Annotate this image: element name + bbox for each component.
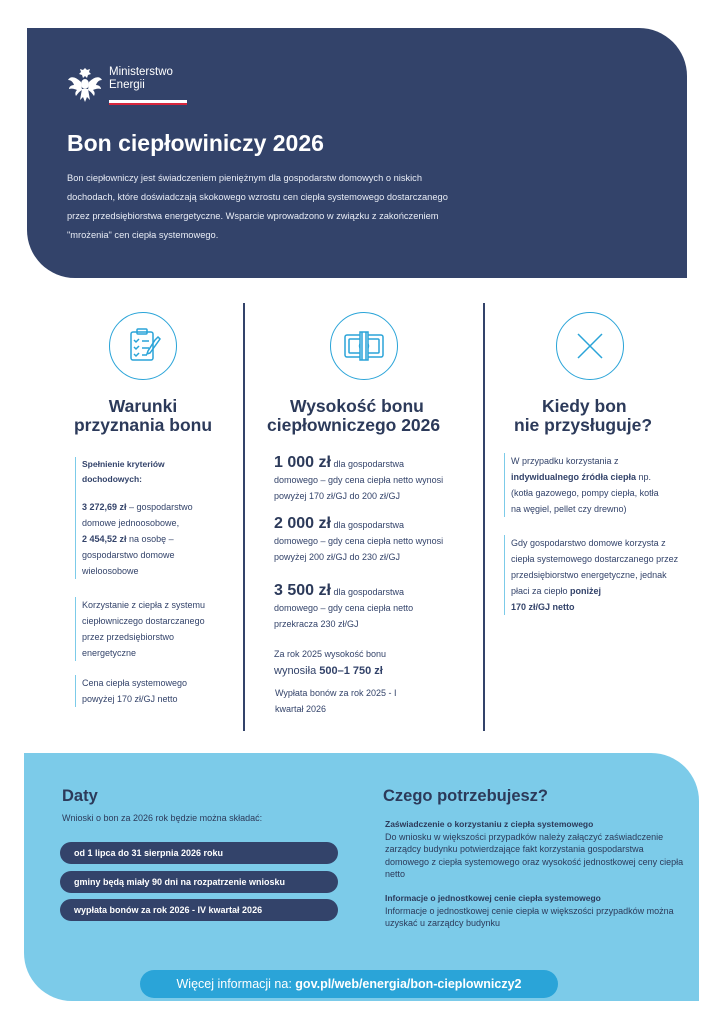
amount-tier-2 <box>274 516 444 565</box>
info-panel <box>24 753 699 1001</box>
tier-3-text: domowego – gdy cena ciepła netto przekracza 230 zł/GJ <box>274 603 414 629</box>
date-pill-review: gminy będą miały 90 dni na rozpatrzenie wniosku <box>60 871 338 893</box>
y2025-line2 <box>274 663 470 679</box>
x-cross-icon <box>556 312 624 380</box>
multi-income-text: na osobę – gospodarstwo domowe wieloosobowe <box>82 534 175 576</box>
item1-bold: indywidualnego źródła ciepła <box>511 472 637 482</box>
amount-2025 <box>274 646 470 679</box>
column-divider-2 <box>483 303 485 731</box>
tier-2-text: domowego – gdy cena ciepła netto wynosi powyżej 200 zł/GJ do 230 zł/GJ <box>274 536 444 562</box>
tier-1-lead: dla gospodarstwa <box>330 459 404 469</box>
item2-bold2: 170 zł/GJ netto <box>511 602 575 612</box>
req1-title: Zaświadczenie o korzystaniu z ciepła systemowego <box>385 819 594 829</box>
conditions-column <box>55 312 231 707</box>
header-banner <box>27 28 687 278</box>
condition-system-heat: Korzystanie z ciepła z systemu ciepłowniczego dostarczanego przez przedsiębiorstwo energetyczne <box>75 597 215 661</box>
column-divider-1 <box>243 303 245 731</box>
criteria-values <box>82 499 214 579</box>
clipboard-checklist-icon <box>109 312 177 380</box>
amount-column <box>260 312 470 717</box>
multi-income-amount: 2 454,52 zł <box>82 534 127 544</box>
y2025-range: 500–1 750 zł <box>319 665 383 677</box>
more-info-link[interactable]: gov.pl/web/energia/bon-cieplowniczy2 <box>295 977 522 991</box>
more-info-banner[interactable] <box>140 970 558 998</box>
not-eligible-title-line1: Kiedy bon <box>542 396 627 416</box>
item2-bold1: poniżej <box>570 586 602 596</box>
payout-2025: Wypłata bonów za rok 2025 - I kwartał 2026 <box>275 688 397 714</box>
ministry-name-line2: Energii <box>109 79 145 91</box>
criteria-heading-1: Spełnienie kryteriów <box>82 459 165 469</box>
amount-tier-3 <box>274 583 454 632</box>
amount-title-line1: Wysokość bonu <box>290 396 424 416</box>
req2-text: Informacje o jednostkowej cenie ciepła w większości przypadków można uzyskać u zarządcy budynku <box>385 905 674 928</box>
tier-3-value: 3 500 zł <box>274 582 331 599</box>
not-eligible-item-1 <box>504 453 662 517</box>
not-eligible-title <box>500 397 686 435</box>
tier-2-lead: dla gospodarstwa <box>330 520 404 530</box>
intro-text: Bon ciepłowniczy jest świadczeniem pieniężnym dla gospodarstw domowych o niskich dochodach, które doświadczają skokowego wzrostu cen ciepła systemowego dostarczanego przez przedsiębiorstwa energetyczne. Wsparcie wprowadzono w związku z zakończeniem "mrożenia" cen ciepła systemowego. <box>67 173 448 240</box>
condition-price: Cena ciepła systemowego powyżej 170 zł/GJ netto <box>75 675 215 707</box>
page-title: Bon ciepłowiniczy 2026 <box>67 130 324 156</box>
ministry-logo <box>67 66 173 106</box>
banknote-icon <box>330 312 398 380</box>
ministry-name-line1: Ministerstwo <box>109 66 173 78</box>
tier-1-value: 1 000 zł <box>274 454 331 471</box>
item1-lead: W przypadku korzystania z <box>511 456 619 466</box>
date-pill-payout: wypłata bonów za rok 2026 - IV kwartał 2026 <box>60 899 338 921</box>
conditions-title-line1: Warunki <box>108 396 178 416</box>
conditions-title <box>55 397 231 435</box>
not-eligible-item-2 <box>504 535 682 615</box>
date-pill-application: od 1 lipca do 31 sierpnia 2026 roku <box>60 842 338 864</box>
amount-tier-1 <box>274 455 464 504</box>
item1-tail: np. (kotła gazowego, pompy ciepła, kotła na węgiel, pellet czy drewno) <box>511 472 659 514</box>
not-eligible-title-line2: nie przysługuje? <box>514 415 653 435</box>
requirement-price-info <box>385 892 685 930</box>
single-income-text: – gospodarstwo domowe jednoosobowe, <box>82 502 193 528</box>
tier-1-text: domowego – gdy cena ciepła netto wynosi powyżej 170 zł/GJ do 200 zł/GJ <box>274 475 444 501</box>
single-income-amount: 3 272,69 zł <box>82 502 127 512</box>
more-info-lead: Więcej informacji na: <box>176 977 296 991</box>
requirement-certificate <box>385 818 685 881</box>
eagle-emblem-icon <box>67 66 103 106</box>
conditions-title-line2: przyznania bonu <box>73 415 213 435</box>
dates-subtitle: Wnioski o bon za 2026 rok będzie można składać: <box>62 813 263 823</box>
not-eligible-column <box>500 312 686 615</box>
y2025-line1: Za rok 2025 wysokość bonu <box>274 649 387 659</box>
flag-stripe <box>109 100 187 105</box>
tier-2-value: 2 000 zł <box>274 515 331 532</box>
item2-lead: Gdy gospodarstwo domowe korzysta z ciepła systemowego dostarczanego przez przedsiębiorstwo energetyczne, jednak płaci za ciepło <box>511 538 679 596</box>
tier-3-lead: dla gospodarstwa <box>330 587 404 597</box>
criteria-block <box>75 457 231 579</box>
amount-title-line2: ciepłowniczego 2026 <box>267 415 441 435</box>
dates-title: Daty <box>62 787 98 805</box>
req1-text: Do wniosku w większości przypadków należy załączyć zaświadczenie zarządcy budynku potwierdzające fakt korzystania gospodarstwa domowego z ciepła systemowego oraz wysokość jednostkowej ceny ciepła netto <box>385 831 684 879</box>
criteria-heading-2: dochodowych: <box>82 474 142 484</box>
requirements-title: Czego potrzebujesz? <box>383 787 549 805</box>
req2-title: Informacje o jednostkowej cenie ciepła systemowego <box>385 893 601 903</box>
y2025-lead: wynosiła <box>274 665 320 677</box>
amount-title <box>260 397 470 435</box>
